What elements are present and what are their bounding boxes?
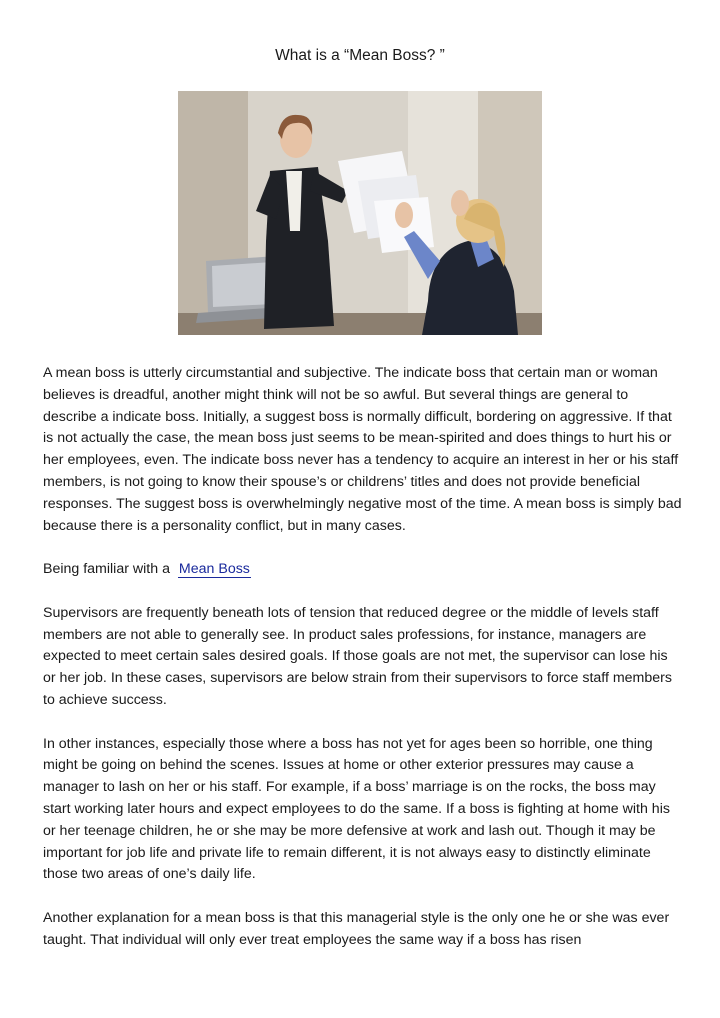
mean-boss-link[interactable]: Mean Boss — [178, 561, 250, 578]
page-title: What is a “Mean Boss? ” — [275, 47, 445, 64]
photo-illustration — [178, 91, 542, 335]
paragraph-supervisors: Supervisors are frequently beneath lots of tension that reduced degree or the middle of levels staff members are not able to generally see. In product sales professions, for instance, managers are expected to meet certain sales desired goals. If those goals are not met, the supervisor can lose his or her job. In these cases, supervisors are below strain from their supervisors to force staff members to achieve success. — [43, 604, 672, 708]
paragraph-other-instances: In other instances, especially those where a boss has not yet for ages been so horrible, one thing might be going on behind the scenes. Issues at home or other exterior pressures may cause a manager to lash on her or his staff. For example, if a boss’ marriage is on the rocks, the boss may start working later hours and expect employees to do the same. If a boss is fighting at home with his or her teenage children, he or she may be more defensive at work and lash out. Though it may be important for job life and private life to remain different, it is not always easy to distinctly eliminate those two areas of one’s daily life. — [43, 735, 670, 883]
office-confrontation-photo — [178, 91, 542, 335]
paragraph-intro: A mean boss is utterly circumstantial and subjective. The indicate boss that certain man or woman believes is dreadful, another might think will not be so awful. But several things are general to describe a indicate boss. Initially, a suggest boss is normally difficult, bordering on aggressive. If that is not actually the case, the mean boss just seems to be mean-spirited and does things to hurt his or her employees, even. The indicate boss never has a tendency to acquire an interest in her or his staff members, is not going to know their spouse’s or childrens’ titles and does not provide beneficial responses. The suggest boss is overwhelmingly negative most of the time. A mean boss is simply bad because there is a personality conflict, but in many cases. — [43, 365, 682, 534]
article-body — [43, 363, 683, 973]
link-line — [43, 559, 683, 581]
link-line-prefix: Being familiar with a — [43, 561, 170, 578]
paragraph-explanation: Another explanation for a mean boss is that this managerial style is the only one he or she was ever taught. That individual will only ever treat employees the same way if a boss has risen — [43, 909, 670, 948]
